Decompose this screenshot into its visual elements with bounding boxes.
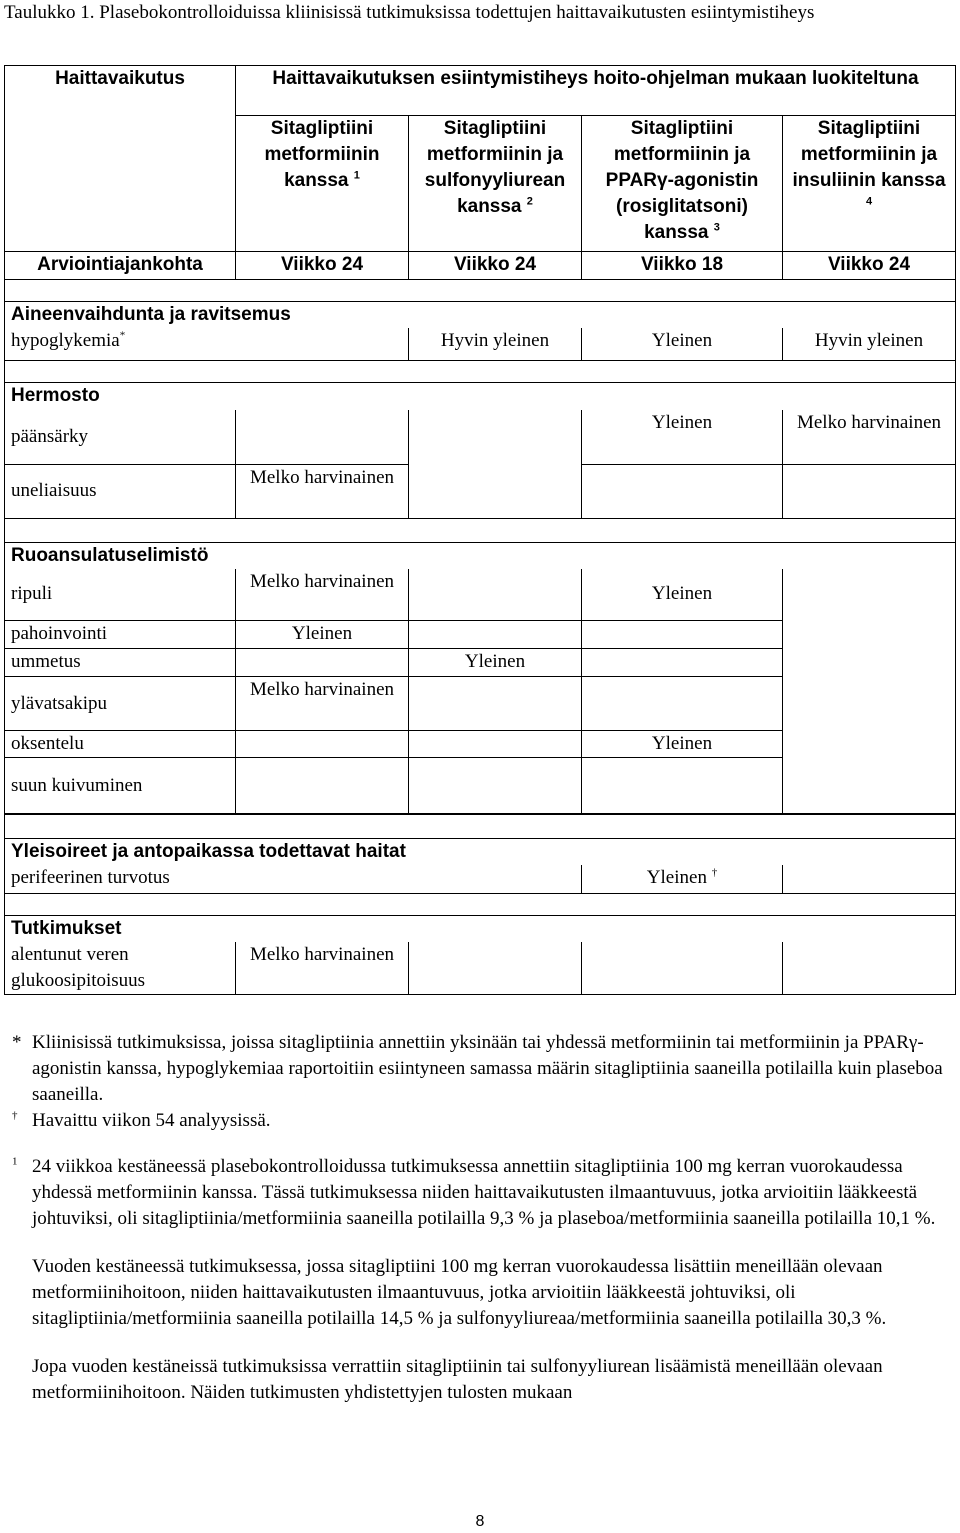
col-header-group: Haittavaikutuksen esiintymistiheys hoito-ohjelman mukaan luokiteltuna xyxy=(236,66,956,116)
cell-vomiting-c3: Yleinen xyxy=(582,731,783,758)
cell-constipation-c2: Yleinen xyxy=(409,649,582,677)
cell-hypoglycemia-c2: Hyvin yleinen xyxy=(409,328,582,360)
table-row xyxy=(5,410,956,464)
cell-somnolence-c1: Melko harvinainen xyxy=(236,464,409,518)
section-metabolism: Aineenvaihdunta ja ravitsemus xyxy=(5,302,956,329)
section-investigations: Tutkimukset xyxy=(5,915,956,942)
row-label-vomiting: oksentelu xyxy=(5,731,236,758)
paragraph-2: Vuoden kestäneessä tutkimuksessa, jossa sitagliptiini 100 mg kerran vuorokaudessa lisättiin meneillään olevaan metformiinihoitoon, niiden haittavaikutusten ilmaantuvuus, jotka arvioitiin lääkkeestä johtuviksi, oli sitagliptiinia/metformiinia saaneilla potilailla 14,5 % ja sulfonyyliureaa/metformiinia saaneilla potilailla 30,3 %. xyxy=(32,1256,887,1329)
cell-headache-c3: Yleinen xyxy=(582,410,783,464)
table-row xyxy=(5,328,956,360)
table-row xyxy=(5,569,956,621)
row-label-diarrhea: ripuli xyxy=(5,569,236,621)
col-header-1: Sitagliptiini metformiinin kanssa $^1$ xyxy=(236,116,409,252)
table-caption: Taulukko 1. Plasebokontrolloiduissa kliinisissä tutkimuksissa todettujen haittavaikutusten esiintymistiheys xyxy=(4,2,815,23)
footnote-1: $^1$ 24 viikkoa kestäneessä plasebokontrolloidussa tutkimuksessa annettiin sitagliptiinia 100 mg kerran vuorokaudessa yhdessä metformiinin kanssa. Tässä tutkimuksessa niiden haittavaikutusten ilmaantuvuus, jotka arvioitiin lääkkeestä johtuviksi, oli sitagliptiinia/metformiinia saaneilla potilailla 9,3 % ja plaseboa/metformiinia saaneilla potilailla 10,1 %. xyxy=(12,1155,936,1229)
row-label-hypoglycemia: hypoglykemia* xyxy=(5,328,409,360)
cell-diarrhea-c1: Melko harvinainen xyxy=(236,569,409,621)
spacer-row xyxy=(5,815,956,839)
row-label-somnolence: uneliaisuus xyxy=(5,464,236,518)
cell-peripheral-edema-c3: Yleinen † xyxy=(582,865,783,893)
cell-upper-abdominal-pain-c1: Melko harvinainen xyxy=(236,677,409,731)
table-row xyxy=(5,865,956,893)
spacer-row xyxy=(5,360,956,382)
spacer-row xyxy=(5,518,956,542)
row-label-nausea: pahoinvointi xyxy=(5,621,236,649)
cell-hypoglycemia-c3: Yleinen xyxy=(582,328,783,360)
row-label-dry-mouth: suun kuivuminen xyxy=(5,758,236,814)
cell-glucose-c1: Melko harvinainen xyxy=(236,942,409,995)
cell-headache-c4: Melko harvinainen xyxy=(783,410,956,464)
row-label-peripheral-edema: perifeerinen turvotus xyxy=(5,865,582,893)
col-header-2: Sitagliptiini metformiinin ja sulfonyyliurean kanssa $^2$ xyxy=(409,116,582,252)
row-label-glucose: alentunut veren glukoosipitoisuus xyxy=(5,942,236,995)
col-header-adverse-effect: Haittavaikutus xyxy=(5,66,236,252)
timepoint-label: Arviointiajankohta xyxy=(5,252,236,280)
col-header-4: Sitagliptiini metformiinin ja insuliinin kanssa $^4$ xyxy=(783,116,956,252)
cell-nausea-c1: Yleinen xyxy=(236,621,409,649)
adverse-effects-table xyxy=(4,65,956,995)
cell-hypoglycemia-c4: Hyvin yleinen xyxy=(783,328,956,360)
table-footnotes xyxy=(12,1030,947,1406)
row-label-upper-abdominal-pain: ylävatsakipu xyxy=(5,677,236,731)
cell-diarrhea-c3: Yleinen xyxy=(582,569,783,621)
timepoint-c1: Viikko 24 xyxy=(236,252,409,280)
row-label-constipation: ummetus xyxy=(5,649,236,677)
paragraph-3: Jopa vuoden kestäneissä tutkimuksissa verrattiin sitagliptiinin tai sulfonyyliurean lisäämistä meneillään olevaan metformiinihoitoon. Näiden tutkimusten yhdistettyjen tulosten mukaan xyxy=(32,1356,883,1403)
timepoint-row xyxy=(5,252,956,280)
spacer-row xyxy=(5,280,956,302)
timepoint-c3: Viikko 18 xyxy=(582,252,783,280)
section-nervous: Hermosto xyxy=(5,382,956,410)
timepoint-c4: Viikko 24 xyxy=(783,252,956,280)
page-number: 8 xyxy=(475,1513,485,1530)
footnote-dagger: † Havaittu viikon 54 analyysissä. xyxy=(12,1109,271,1131)
section-general: Yleisoireet ja antopaikassa todettavat haitat xyxy=(5,839,956,866)
timepoint-c2: Viikko 24 xyxy=(409,252,582,280)
col-header-3: Sitagliptiini metformiinin ja PPARγ-agonistin (rosiglitatsoni) kanssa $^3$ xyxy=(582,116,783,252)
footnote-star: * Kliinisissä tutkimuksissa, joissa sitagliptiinia annettiin yksinään tai yhdessä metformiinin tai metformiinin ja PPARγ-agonistin kanssa, hypoglykemiaa raportoitiin esiintyneen samassa määrin sitagliptiinia saaneilla potilailla kuin plaseboa saaneilla. xyxy=(12,1032,943,1105)
row-label-headache: päänsärky xyxy=(5,410,236,464)
section-gi: Ruoansulatuselimistö xyxy=(5,542,956,569)
spacer-row xyxy=(5,893,956,915)
table-row xyxy=(5,942,956,995)
